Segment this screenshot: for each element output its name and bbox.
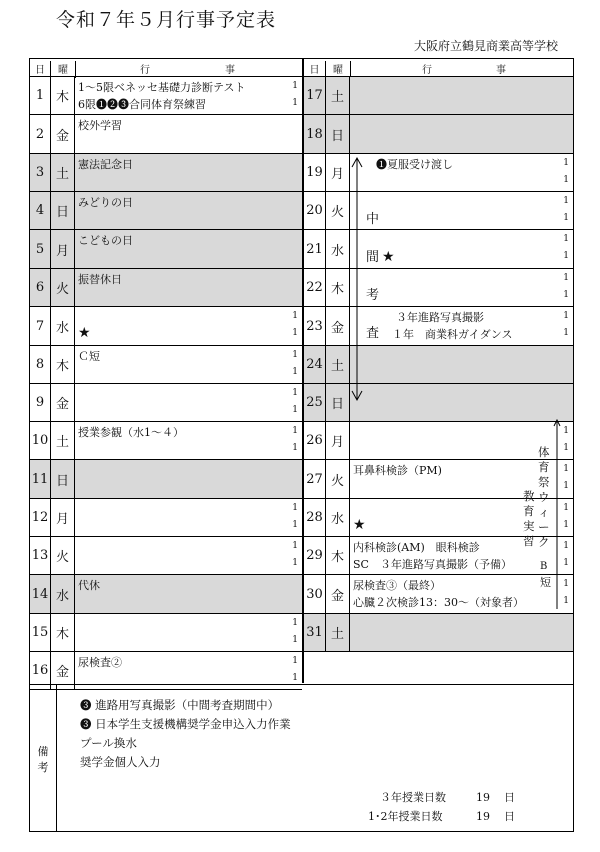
event-line-2: １年 商業科ガイダンス: [392, 328, 513, 341]
event-cell: [75, 269, 302, 306]
weekday: 月: [51, 499, 75, 536]
period-count-1: 1: [292, 81, 298, 91]
day-row: [30, 115, 302, 154]
day-row: [304, 269, 573, 307]
weekday: 金: [51, 115, 75, 153]
star-marker: ★: [382, 249, 395, 265]
period-count-2: 1: [563, 213, 569, 223]
note-line: プール換水: [80, 736, 137, 750]
event-line-1: 尿検査③（最終）: [353, 579, 441, 592]
weekday: 火: [326, 192, 350, 229]
weekday: 土: [326, 77, 350, 114]
period-count-2: 1: [292, 405, 298, 415]
header-event-2: 事: [496, 65, 506, 76]
event-line-1: 憲法記念日: [78, 158, 133, 171]
event-line-1: 振替休日: [78, 273, 122, 286]
day-number: 17: [304, 77, 326, 114]
day-number: 19: [304, 154, 326, 191]
period-count-2: 1: [563, 596, 569, 606]
midterm-char-2: 間: [366, 250, 380, 265]
period-count-1: 1: [563, 426, 569, 436]
day-number: 27: [304, 460, 326, 498]
event-cell: [350, 346, 573, 383]
event-cell: [75, 115, 302, 153]
event-cell: [75, 154, 302, 191]
day-row: [30, 192, 302, 230]
day-number: 16: [30, 652, 51, 689]
note-line: ❸ 進路用写真撮影（中間考査期間中）: [80, 698, 280, 712]
period-count-2: 1: [292, 443, 298, 453]
day-number: 29: [304, 537, 326, 574]
header-weekday: 曜: [326, 61, 351, 78]
day-number: 31: [304, 614, 326, 651]
day-row: [304, 575, 573, 614]
event-line-1: 校外学習: [78, 119, 122, 132]
event-cell: [350, 115, 573, 153]
period-count-2: 1: [563, 443, 569, 453]
weekday: 木: [326, 537, 350, 574]
day-number: 8: [30, 346, 51, 383]
period-count-2: 1: [563, 175, 569, 185]
period-count-1: 1: [563, 196, 569, 206]
period-count-1: 1: [563, 158, 569, 168]
period-count-2: 1: [563, 290, 569, 300]
day-row: [30, 307, 302, 346]
header-day: 日: [304, 61, 326, 78]
event-cell: [75, 460, 302, 498]
b-short-arrow: [553, 419, 563, 611]
day-row: [304, 77, 573, 115]
period-count-2: 1: [292, 635, 298, 645]
period-count-2: 1: [563, 328, 569, 338]
period-count-2: 1: [292, 98, 298, 108]
event-cell: [75, 499, 302, 536]
period-count-1: 1: [292, 311, 298, 321]
notes-section: [30, 684, 573, 832]
notes-label: 備 考: [30, 685, 57, 832]
day-number: 6: [30, 269, 51, 306]
weekday: 水: [326, 499, 350, 536]
day-row: [30, 77, 302, 115]
day-number: 7: [30, 307, 51, 345]
event-line-1: 代休: [78, 579, 100, 592]
day-number: 24: [304, 346, 326, 383]
day-row: [304, 115, 573, 154]
event-cell: [75, 346, 302, 383]
midterm-char-1: 中: [366, 212, 380, 227]
day-number: 3: [30, 154, 51, 191]
weekday: 水: [51, 307, 75, 345]
day-row: [304, 422, 573, 460]
weekday: 日: [51, 192, 75, 229]
day-row: [304, 192, 573, 230]
day-number: 13: [30, 537, 51, 574]
class-days-1-2: 1･2年授業日数 19 日: [368, 810, 515, 823]
event-line-2: SC ３年進路写真撮影（予備）: [353, 558, 512, 571]
midterm-arrow: [351, 155, 365, 405]
day-row: [304, 346, 573, 384]
weekday: 木: [326, 269, 350, 306]
event-line-1: 尿検査②: [78, 656, 122, 669]
period-count-2: 1: [292, 520, 298, 530]
header-event-1: 行: [140, 65, 150, 76]
weekday: 水: [51, 575, 75, 613]
weekday: 木: [51, 346, 75, 383]
b-short-2: 短: [540, 576, 551, 589]
day-number: 1: [30, 77, 51, 114]
day-row: [30, 422, 302, 460]
period-count-1: 1: [563, 273, 569, 283]
event-line-2: 心臓２次検診13：30～（対象者）: [353, 596, 524, 609]
period-count-2: 1: [292, 367, 298, 377]
event-cell: [75, 77, 302, 114]
day-number: 20: [304, 192, 326, 229]
event-line-1: Ｃ短: [78, 350, 100, 363]
period-count-1: 1: [563, 579, 569, 589]
event-cell: [350, 192, 573, 229]
event-cell: [350, 77, 573, 114]
class-days-3rd: ３年授業日数 19 日: [380, 791, 515, 804]
day-number: 5: [30, 230, 51, 268]
header-weekday: 曜: [51, 61, 76, 78]
event-cell: [75, 422, 302, 459]
day-row: [304, 154, 573, 192]
note-line: 奨学金個人入力: [80, 755, 161, 769]
midterm-char-3: 考: [366, 288, 380, 303]
day-number: 22: [304, 269, 326, 306]
day-row: [30, 230, 302, 269]
event-cell: [75, 614, 302, 651]
day-number: 12: [30, 499, 51, 536]
day-row: [30, 575, 302, 614]
event-cell: [75, 537, 302, 574]
event-line-1: みどりの日: [78, 196, 133, 209]
period-count-1: 1: [563, 503, 569, 513]
day-row: [304, 384, 573, 422]
weekday: 日: [326, 384, 350, 421]
day-number: 18: [304, 115, 326, 153]
day-number: 23: [304, 307, 326, 345]
weekday: 土: [51, 422, 75, 459]
day-row: [304, 307, 573, 346]
day-number: 30: [304, 575, 326, 613]
event-cell: [75, 192, 302, 229]
period-count-1: 1: [292, 503, 298, 513]
event-cell: [350, 269, 573, 306]
event-line-1: こどもの日: [78, 234, 133, 247]
event-line-1: ❶夏服受け渡し: [376, 158, 453, 171]
page-title: 令和７年５月行事予定表: [56, 9, 277, 31]
event-cell: [350, 614, 573, 651]
period-count-2: 1: [292, 558, 298, 568]
event-cell: [75, 575, 302, 613]
weekday: 金: [51, 384, 75, 421]
day-number: 11: [30, 460, 51, 498]
period-count-2: 1: [563, 481, 569, 491]
event-line-1: 授業参観（水1～４）: [78, 426, 184, 439]
event-cell: [350, 384, 573, 421]
note-line: ❸ 日本学生支援機構奨学金申込入力作業: [80, 717, 291, 731]
event-cell: [350, 154, 573, 191]
day-row: [30, 346, 302, 384]
period-count-1: 1: [292, 426, 298, 436]
day-row: [30, 460, 302, 499]
weekday: 金: [326, 307, 350, 345]
star-marker: ★: [78, 325, 91, 341]
header-event-2: 事: [225, 65, 235, 76]
day-number: 21: [304, 230, 326, 268]
day-number: 2: [30, 115, 51, 153]
right-header: [304, 59, 573, 77]
event-cell: [75, 230, 302, 268]
teaching-practice-label: 教育実習: [523, 489, 535, 548]
day-row: [30, 614, 302, 652]
weekday: 金: [326, 575, 350, 613]
star-marker: ★: [353, 517, 366, 533]
left-header: [30, 59, 302, 77]
period-count-1: 1: [563, 311, 569, 321]
day-row: [30, 269, 302, 307]
day-number: 9: [30, 384, 51, 421]
weekday: 火: [51, 269, 75, 306]
day-row: [304, 230, 573, 269]
event-line-1: 1～5限ベネッセ基礎力診断テスト: [78, 81, 246, 94]
weekday: 木: [51, 614, 75, 651]
day-number: 26: [304, 422, 326, 459]
weekday: 月: [51, 230, 75, 268]
period-count-1: 1: [292, 656, 298, 666]
weekday: 木: [51, 77, 75, 114]
weekday: 金: [51, 652, 75, 689]
day-number: 14: [30, 575, 51, 613]
day-row: [30, 537, 302, 575]
day-row: [30, 384, 302, 422]
header-event-1: 行: [422, 65, 432, 76]
sports-week-label: 体育祭ウィーク: [538, 445, 550, 549]
period-count-1: 1: [563, 464, 569, 474]
weekday: 土: [51, 154, 75, 191]
event-line-1: 耳鼻科検診（PM): [353, 464, 442, 477]
event-cell: [75, 384, 302, 421]
period-count-2: 1: [563, 520, 569, 530]
event-cell: [350, 307, 573, 345]
day-number: 10: [30, 422, 51, 459]
period-count-2: 1: [563, 251, 569, 261]
event-line-1: 内科検診(AM) 眼科検診: [353, 541, 480, 554]
event-line-2: 6限❶❷❸合同体育祭練習: [78, 98, 206, 111]
period-count-1: 1: [292, 541, 298, 551]
period-count-1: 1: [292, 618, 298, 628]
weekday: 日: [51, 460, 75, 498]
day-row: [30, 499, 302, 537]
weekday: 月: [326, 422, 350, 459]
day-row: [30, 154, 302, 192]
period-count-2: 1: [292, 673, 298, 683]
period-count-1: 1: [563, 234, 569, 244]
period-count-2: 1: [563, 558, 569, 568]
weekday: 水: [326, 230, 350, 268]
period-count-1: 1: [292, 388, 298, 398]
weekday: 土: [326, 614, 350, 651]
event-line-1: ３年進路写真撮影: [396, 311, 484, 324]
weekday: 土: [326, 346, 350, 383]
period-count-2: 1: [292, 328, 298, 338]
b-short-1: B: [540, 561, 548, 572]
day-number: 25: [304, 384, 326, 421]
midterm-char-4: 査: [366, 326, 380, 341]
weekday: 日: [326, 115, 350, 153]
day-number: 15: [30, 614, 51, 651]
weekday: 火: [326, 460, 350, 498]
school-name: 大阪府立鶴見商業高等学校: [413, 39, 558, 53]
day-number: 4: [30, 192, 51, 229]
header-day: 日: [30, 61, 51, 78]
event-cell: [75, 307, 302, 345]
weekday: 火: [51, 537, 75, 574]
weekday: 月: [326, 154, 350, 191]
day-number: 28: [304, 499, 326, 536]
day-row: [304, 614, 573, 652]
period-count-1: 1: [563, 541, 569, 551]
period-count-1: 1: [292, 350, 298, 360]
